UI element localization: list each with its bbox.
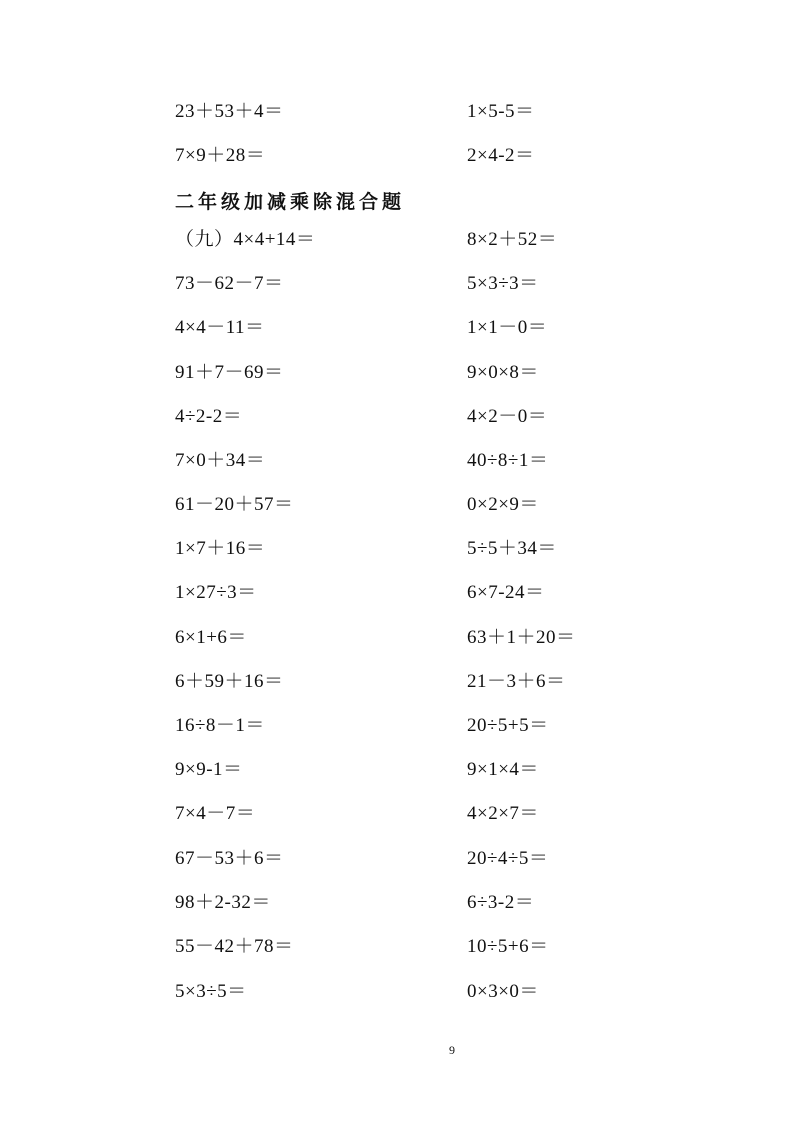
problem-row	[0, 270, 794, 298]
problem-right: 1×5-5＝	[467, 101, 535, 122]
problem-left: 1×7＋16＝	[175, 538, 266, 559]
problem-right: 4×2×7＝	[467, 803, 539, 824]
problem-right: 40÷8÷1＝	[467, 450, 549, 471]
problem-right: 6÷3-2＝	[467, 892, 535, 913]
problem-left: 91＋7－69＝	[175, 362, 284, 383]
problem-left: 6×1+6＝	[175, 627, 247, 648]
problem-right: 9×0×8＝	[467, 362, 539, 383]
page-number: 9	[449, 1043, 455, 1057]
problem-right: 21－3＋6＝	[467, 671, 566, 692]
problem-left: 55－42＋78＝	[175, 936, 294, 957]
problem-left: 9×9-1＝	[175, 759, 243, 780]
problem-row	[0, 535, 794, 563]
problem-left: 16÷8－1＝	[175, 715, 265, 736]
problem-left: 61－20＋57＝	[175, 494, 294, 515]
problem-row	[0, 579, 794, 607]
section-title: 二年级加减乘除混合题	[175, 191, 406, 213]
problem-left: 1×27÷3＝	[175, 582, 257, 603]
problem-row	[0, 447, 794, 475]
problem-row	[0, 403, 794, 431]
problem-right: 20÷5+5＝	[467, 715, 549, 736]
problem-left: 7×4－7＝	[175, 803, 256, 824]
problem-row	[0, 800, 794, 828]
problem-left: 7×0＋34＝	[175, 450, 266, 471]
problem-left: 98＋2-32＝	[175, 892, 271, 913]
problem-left: 73－62－7＝	[175, 273, 284, 294]
problem-left: 4÷2-2＝	[175, 406, 243, 427]
problem-right: 9×1×4＝	[467, 759, 539, 780]
problem-row	[0, 491, 794, 519]
problem-row	[0, 226, 794, 254]
problem-row	[0, 314, 794, 342]
problem-left: （九）4×4+14＝	[175, 229, 316, 250]
problem-right: 0×2×9＝	[467, 494, 539, 515]
problem-row	[0, 142, 794, 170]
problem-left: 4×4－11＝	[175, 317, 265, 338]
problem-right: 5×3÷3＝	[467, 273, 539, 294]
problem-right: 0×3×0＝	[467, 981, 539, 1002]
problem-row	[0, 845, 794, 873]
problem-right: 63＋1＋20＝	[467, 627, 576, 648]
problem-row	[0, 668, 794, 696]
problem-left: 7×9＋28＝	[175, 145, 266, 166]
problem-row	[0, 889, 794, 917]
problem-row	[0, 359, 794, 387]
problem-left: 67－53＋6＝	[175, 848, 284, 869]
problem-right: 4×2－0＝	[467, 406, 548, 427]
problem-row	[0, 933, 794, 961]
problem-row	[0, 98, 794, 126]
problem-right: 8×2＋52＝	[467, 229, 558, 250]
problem-right: 2×4-2＝	[467, 145, 535, 166]
problem-left: 23＋53＋4＝	[175, 101, 284, 122]
problem-right: 1×1－0＝	[467, 317, 548, 338]
problem-row	[0, 712, 794, 740]
problem-right: 5÷5＋34＝	[467, 538, 557, 559]
problem-right: 20÷4÷5＝	[467, 848, 549, 869]
problem-row	[0, 756, 794, 784]
problem-row	[0, 978, 794, 1006]
problem-left: 6＋59＋16＝	[175, 671, 284, 692]
problem-right: 10÷5+6＝	[467, 936, 549, 957]
problem-right: 6×7-24＝	[467, 582, 545, 603]
problem-left: 5×3÷5＝	[175, 981, 247, 1002]
problem-row	[0, 624, 794, 652]
